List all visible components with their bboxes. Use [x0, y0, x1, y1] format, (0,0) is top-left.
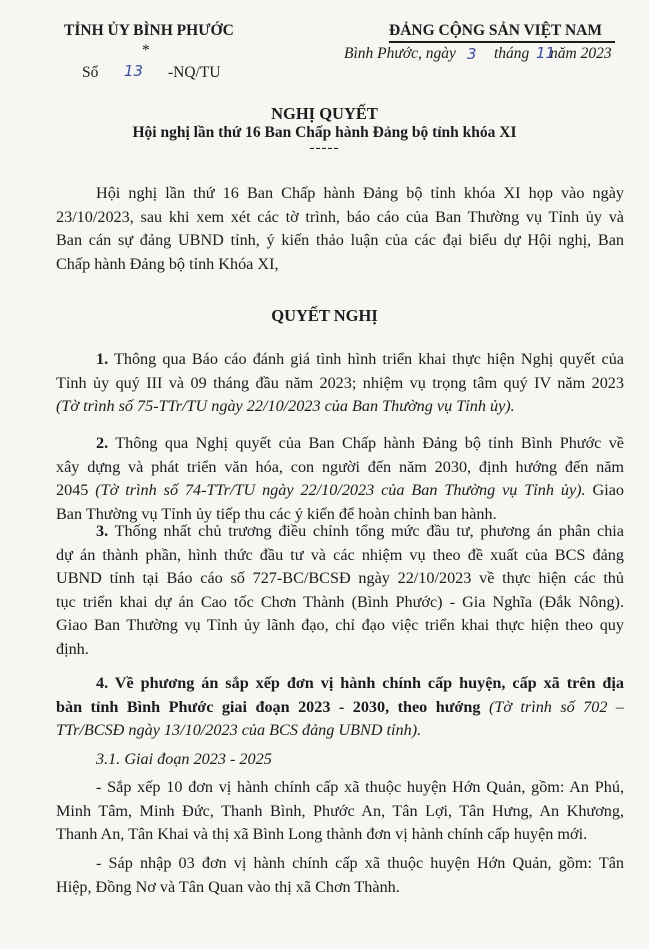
- item-4: [56, 672, 624, 743]
- date-month-label: tháng: [494, 45, 530, 62]
- item-2-line: Ban Thường vụ Tỉnh ủy tiếp thu các ý kiến để hoàn chỉnh ban hành.: [56, 504, 497, 523]
- section-3-1-bullet-1: [56, 776, 624, 847]
- bullet-line: Thanh An, Tân Khai và thị xã Bình Long thành đơn vị hành chính cấp huyện mới.: [56, 825, 588, 844]
- section-3-1-bullet-2: [56, 852, 624, 899]
- party-name-underline: [389, 41, 615, 43]
- item-3: [56, 520, 624, 662]
- item-4-heading-cont: bàn tỉnh Bình Phước giai đoạn 2023 - 2030, theo hướng: [56, 697, 481, 716]
- item-2-year: 2045: [56, 481, 89, 500]
- item-3-line: Giao Ban Thường vụ Tỉnh ủy lãnh đạo, chỉ đạo việc triển khai thực hiện theo quy: [56, 616, 624, 635]
- intro-paragraph: [56, 182, 624, 276]
- item-2-text: Thông qua Nghị quyết của Ban Chấp hành Đảng bộ tỉnh Bình Phước về: [115, 434, 624, 452]
- decision-heading: QUYẾT NGHỊ: [271, 306, 378, 325]
- intro-line: Ban cán sự đảng UBND tỉnh, ý kiến thảo luận của các đại biểu dự Hội nghị, Ban: [56, 231, 624, 250]
- bullet-line: - Sắp xếp 10 đơn vị hành chính cấp xã thuộc huyện Hớn Quản, gồm: An Phú,: [96, 778, 624, 796]
- date-year: năm 2023: [550, 45, 612, 62]
- item-3-line: định.: [56, 639, 89, 658]
- date-day-handwritten: 3: [467, 45, 477, 63]
- bullet-line: - Sáp nhập 03 đơn vị hành chính cấp xã thuộc huyện Hớn Quản, gồm: Tân: [96, 854, 624, 872]
- item-2: [56, 432, 624, 526]
- title-separator: -----: [309, 140, 340, 156]
- item-1: [56, 348, 624, 419]
- document-number-code: -NQ/TU: [168, 64, 221, 81]
- document-title: NGHỊ QUYẾT: [271, 104, 378, 123]
- item-4-reference: (Tờ trình số 702 –: [488, 697, 624, 716]
- document-subtitle: Hội nghị lần thứ 16 Ban Chấp hành Đảng bộ tỉnh khóa XI: [132, 124, 517, 141]
- item-2-line: xây dựng và phát triển văn hóa, con người đến năm 2030, định hướng đến năm: [56, 457, 624, 476]
- item-2-reference: (Tờ trình số 74-TTr/TU ngày 22/10/2023 của Ban Thường vụ Tỉnh ủy).: [95, 481, 586, 500]
- document-number-handwritten: 13: [124, 62, 144, 80]
- item-1-line: Tỉnh ủy quý III và 09 tháng đầu năm 2023; nhiệm vụ trọng tâm quý IV năm 2023: [56, 373, 624, 392]
- header-star: *: [142, 42, 150, 59]
- item-2-assign: Giao: [592, 481, 624, 500]
- bullet-line: Hiệp, Đồng Nơ và Tân Quan vào thị xã Chơn Thành.: [56, 877, 400, 896]
- item-3-line: UBND tỉnh tại Báo cáo số 727-BC/BCSĐ ngày 22/10/2023 về thực hiện các thủ: [56, 569, 624, 588]
- item-3-number: 3.: [96, 522, 109, 540]
- item-1-text: Thông qua Báo cáo đánh giá tình hình triển khai thực hiện Nghị quyết của: [113, 350, 624, 368]
- date-month-handwritten: 11: [536, 44, 556, 62]
- document-number-label: Số: [82, 64, 99, 81]
- item-4-reference-cont: TTr/BCSĐ ngày 13/10/2023 của BCS đảng UBND tỉnh).: [56, 721, 422, 740]
- item-4-heading: 4. Về phương án sắp xếp đơn vị hành chính cấp huyện, cấp xã trên địa: [96, 674, 624, 692]
- intro-line: Chấp hành Đảng bộ tỉnh Khóa XI,: [56, 254, 279, 273]
- item-3-line: dự án thành phần, hình thức đầu tư và các nhiệm vụ theo đề xuất của BCS đảng: [56, 545, 624, 564]
- item-2-number: 2.: [96, 434, 109, 452]
- bullet-line: Minh Tâm, Minh Đức, Thanh Bình, Phước An, Tân Lợi, Tân Hưng, An Khương,: [56, 801, 624, 820]
- section-3-1-heading: 3.1. Giai đoạn 2023 - 2025: [96, 750, 272, 768]
- item-3-text: Thống nhất chủ trương điều chỉnh tổng mức đầu tư, phương án phân chia: [114, 522, 624, 540]
- item-3-line: tục triển khai dự án Cao tốc Chơn Thành (Bình Phước) - Gia Nghĩa (Đắk Nông).: [56, 592, 624, 611]
- item-1-reference: (Tờ trình số 75-TTr/TU ngày 22/10/2023 của Ban Thường vụ Tỉnh ủy).: [56, 397, 515, 416]
- intro-line: 23/10/2023, sau khi xem xét các tờ trình, báo cáo của Ban Thường vụ Tỉnh ủy và: [56, 207, 624, 226]
- intro-line: Hội nghị lần thứ 16 Ban Chấp hành Đảng bộ tỉnh khóa XI họp vào ngày: [96, 184, 624, 202]
- date-prefix: Bình Phước, ngày: [344, 45, 456, 62]
- item-1-number: 1.: [96, 350, 109, 368]
- party-name: ĐẢNG CỘNG SẢN VIỆT NAM: [389, 22, 603, 39]
- issuing-organization: TỈNH ỦY BÌNH PHƯỚC: [64, 22, 234, 39]
